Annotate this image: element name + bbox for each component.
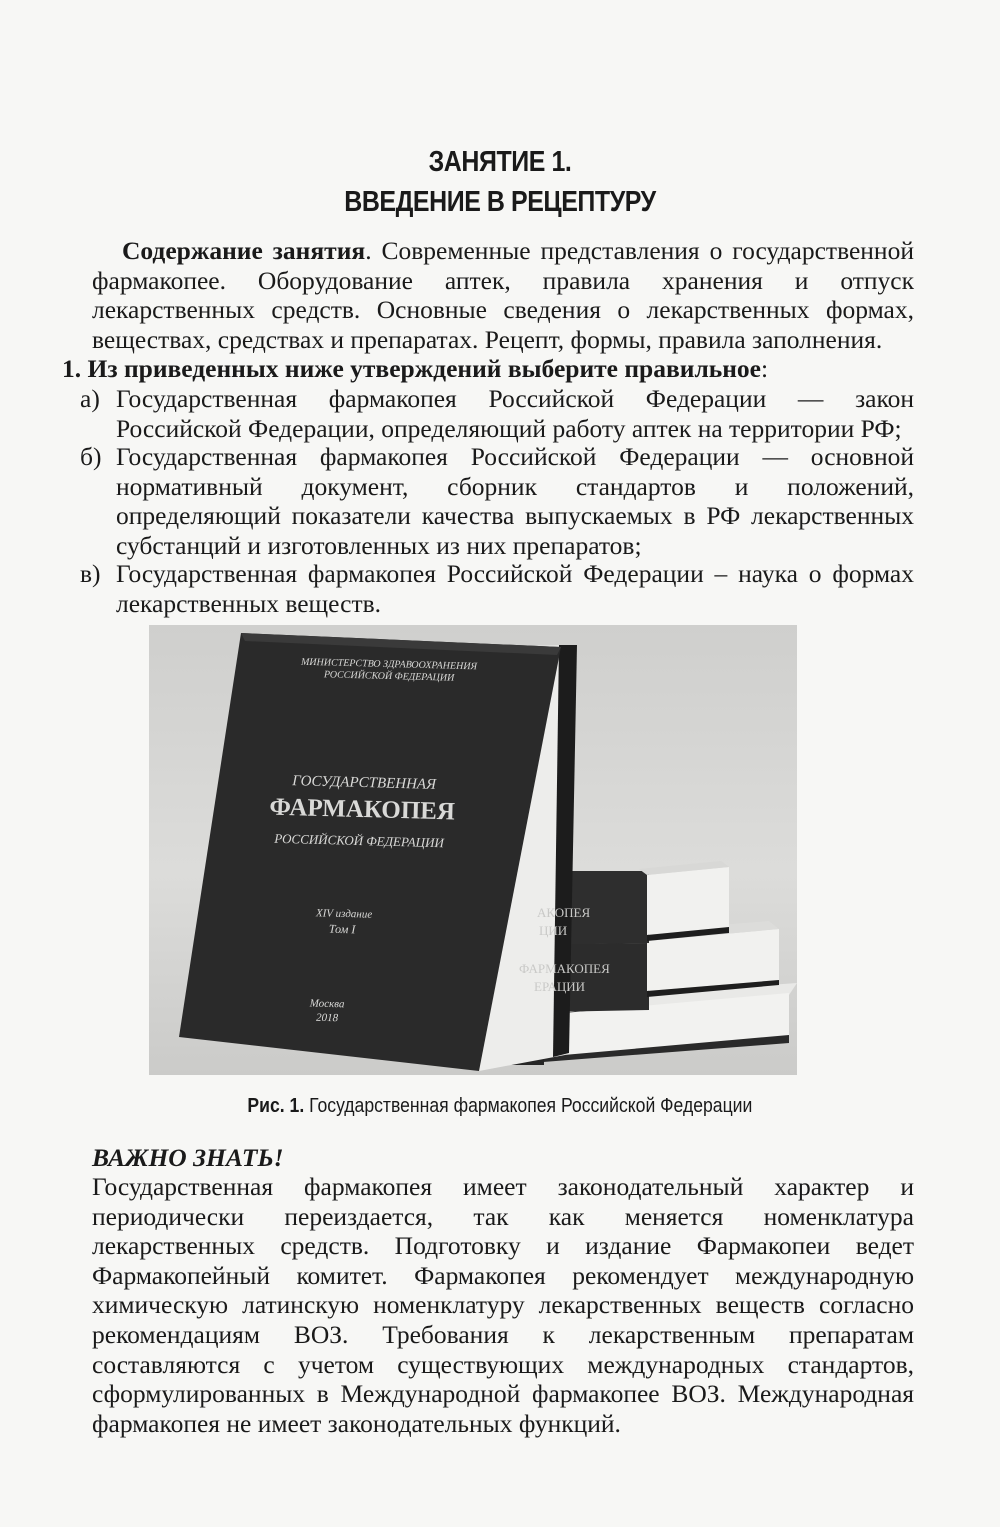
important-heading: ВАЖНО ЗНАТЬ! xyxy=(92,1143,284,1172)
figure-caption xyxy=(0,1095,1000,1118)
option-c xyxy=(80,559,914,618)
option-letter: а) xyxy=(80,384,100,413)
spine-text-top-2: ЦИИ xyxy=(539,923,568,938)
question-text: 1. Из приведенных ниже утверждений выберите правильное xyxy=(62,354,761,383)
important-text: Государственная фармакопея имеет законодательный характер и периодически переиздается, так как меняется номенклатура лекарственных средств. Подготовку и издание Фармакопеи ведет Фармакопейный комитет. Фармакопея рекомендует международную химическую латинскую номенклатуру лекарственных веществ согласно рекомендациям ВОЗ. Требования к лекарственным препаратам составляются с учетом существующих международных стандартов, сформулированных в Международной фармакопее ВОЗ. Международная фармакопея не имеет законодательных функций. xyxy=(92,1172,914,1438)
cover-state: ГОСУДАРСТВЕННАЯ xyxy=(292,773,437,793)
lesson-title: ВВЕДЕНИЕ В РЕЦЕПТУРУ xyxy=(344,186,656,218)
question-1 xyxy=(62,354,768,384)
option-letter: в) xyxy=(80,559,101,588)
cover-pharmacopoeia: ФАРМАКОПЕЯ xyxy=(269,793,456,826)
option-letter: б) xyxy=(80,442,102,471)
content-text: . Современные представления о государственной фармакопее. Оборудование аптек, правила хранения и отпуск лекарственных средств. Основные сведения о лекарственных формах, веществах, средствах и препаратах. Рецепт, формы, правила заполнения. xyxy=(92,236,914,354)
option-text: Государственная фармакопея Российской Федерации – наука о формах лекарственных веществ. xyxy=(116,559,914,618)
book-illustration xyxy=(149,625,797,1075)
option-b xyxy=(80,442,914,560)
option-text: Государственная фармакопея Российской Федерации — закон Российской Федерации, определяющий работу аптек на территории РФ; xyxy=(116,384,914,443)
lesson-content xyxy=(92,236,914,354)
cover-rf: РОССИЙСКОЙ ФЕДЕРАЦИИ xyxy=(274,830,445,851)
spine-text-middle-2: ЕРАЦИИ xyxy=(534,979,586,994)
cover-ministry-2: РОССИЙСКОЙ ФЕДЕРАЦИИ xyxy=(323,669,455,684)
option-text: Государственная фармакопея Российской Федерации — основной нормативный документ, сборник стандартов и положений, определяющий показатели качества выпускаемых в РФ лекарственных субстанций и изготовленных из них препаратов; xyxy=(116,442,914,560)
spine-text-top: АКОПЕЯ xyxy=(537,905,591,920)
figure-pharmacopoeia-photo xyxy=(149,625,797,1075)
cover-volume: Том I xyxy=(328,921,356,937)
cover-ministry-1: МИНИСТЕРСТВО ЗДРАВООХРАНЕНИЯ xyxy=(300,656,478,673)
caption-text: Государственная фармакопея Российской Федерации xyxy=(304,1095,753,1117)
lesson-number: ЗАНЯТИЕ 1. xyxy=(428,146,572,178)
cover-year: 2018 xyxy=(315,1011,339,1025)
caption-label: Рис. 1. xyxy=(247,1095,305,1117)
spine-text-middle: ФАРМАКОПЕЯ xyxy=(519,961,610,976)
question-colon: : xyxy=(761,354,769,383)
cover-city: Москва xyxy=(309,997,345,1011)
option-a xyxy=(80,384,914,443)
content-lead: Содержание занятия xyxy=(122,236,366,265)
cover-edition: XIV издание xyxy=(315,907,373,921)
